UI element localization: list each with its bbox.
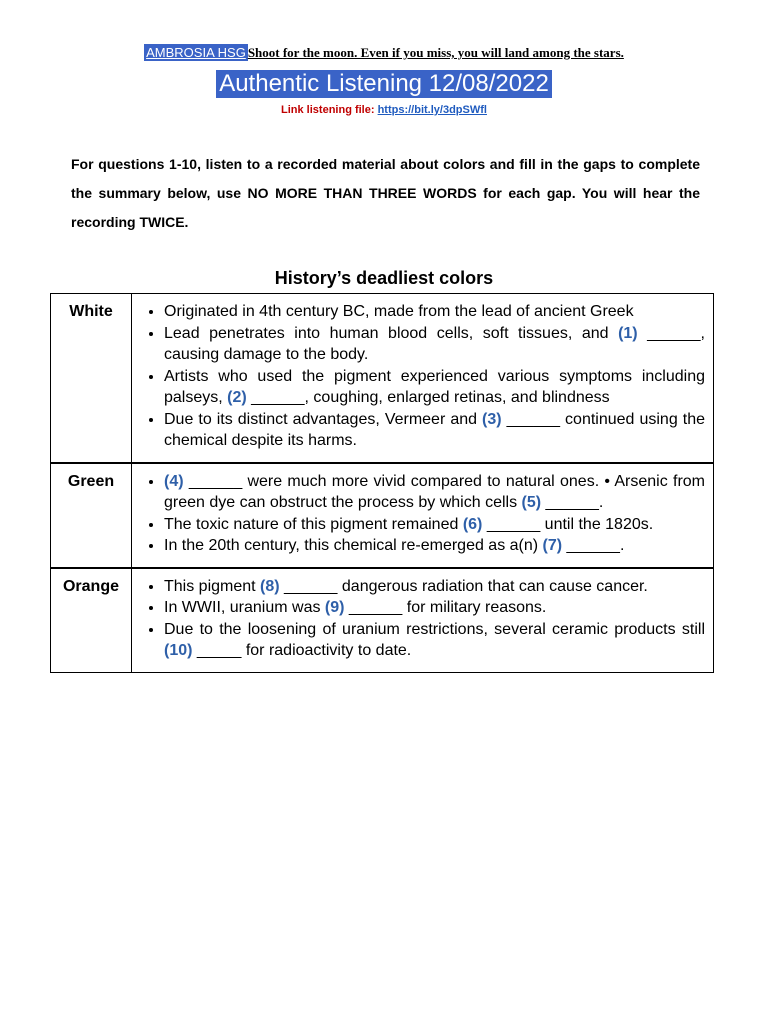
- gap-number: (6): [462, 515, 483, 533]
- bullet-text: This pigment: [164, 577, 261, 595]
- header-line: [0, 45, 768, 61]
- brand-label[interactable]: AMBROSIA HSG: [146, 45, 246, 60]
- bullet-text: In WWII, uranium was: [164, 599, 325, 616]
- title-wrap: [0, 70, 768, 98]
- bullet-text: Due to the loosening of uranium restrictions, several ceramic products still: [164, 620, 705, 638]
- bullet-text: ______.: [562, 537, 625, 554]
- gap-number: (7): [542, 537, 563, 554]
- table-row: [51, 463, 714, 568]
- instructions: For questions 1-10, listen to a recorded material about colors and fill in the gaps to complete the summary below, use NO MORE THAN THREE WORDS for each gap. You will hear the recording TWICE.: [71, 156, 700, 230]
- bullet-list: [142, 471, 705, 557]
- gap-number: (9): [324, 599, 345, 616]
- table-row: [51, 294, 714, 463]
- page-title: Authentic Listening 12/08/2022: [216, 70, 552, 98]
- list-item: [164, 301, 705, 323]
- motto-text: Shoot for the moon. Even if you miss, you will land among the stars.: [247, 45, 624, 60]
- list-item: [164, 576, 705, 598]
- list-item: [164, 323, 705, 366]
- bullet-text: Lead penetrates into human blood cells, soft tissues, and: [164, 324, 619, 342]
- bullet-list: [142, 576, 705, 662]
- bullet-text: In the 20th century, this chemical re-emerged as a(n): [164, 537, 543, 554]
- bullet-text: ______ continued using the chemical despite its harms.: [164, 410, 705, 449]
- bullet-text: ______ dangerous radiation that can cause cancer.: [279, 577, 648, 595]
- bullet-text: ______ until the 1820s.: [482, 515, 654, 533]
- bullet-text: Originated in 4th century BC, made from the lead of ancient Greek: [164, 303, 634, 320]
- table-title: History’s deadliest colors: [274, 268, 494, 288]
- color-name-green: Green: [51, 463, 132, 568]
- gap-number: (4): [164, 472, 184, 490]
- color-body-orange: [132, 568, 714, 673]
- bullet-text: ______ for military reasons.: [344, 599, 547, 616]
- color-body-green: [132, 463, 714, 568]
- gap-number: (2): [227, 389, 247, 406]
- list-item: [164, 366, 705, 409]
- color-name-orange: Orange: [51, 568, 132, 673]
- list-item: [164, 597, 705, 619]
- gap-number: (1): [618, 324, 638, 342]
- bullet-list: [142, 301, 705, 452]
- list-item: [164, 619, 705, 662]
- bullet-text: _____ for radioactivity to date.: [192, 642, 412, 659]
- bullet-text: ______.: [541, 494, 604, 511]
- colors-table: [50, 293, 714, 673]
- list-item: [164, 471, 705, 514]
- color-body-white: [132, 294, 714, 463]
- color-name-white: White: [51, 294, 132, 463]
- gap-number: (8): [260, 577, 280, 595]
- bullet-text: ______, coughing, enlarged retinas, and blindness: [246, 389, 610, 406]
- link-line: [0, 104, 768, 116]
- gap-number: (10): [164, 642, 193, 659]
- bullet-text: ______ were much more vivid compared to natural ones. • Arsenic from green dye can obstruct the process by which cells: [164, 472, 705, 511]
- bullet-text: The toxic nature of this pigment remained: [164, 515, 463, 533]
- listening-file-link[interactable]: https://bit.ly/3dpSWfl: [377, 104, 487, 116]
- bullet-text: Artists who used the pigment experienced various symptoms including palseys,: [164, 367, 705, 406]
- bullet-text: ______, causing damage to the body.: [164, 324, 705, 363]
- table-row: [51, 568, 714, 673]
- list-item: [164, 409, 705, 452]
- bullet-text: Due to its distinct advantages, Vermeer and: [164, 410, 483, 428]
- list-item: [164, 535, 705, 557]
- link-label: Link listening file:: [281, 104, 378, 116]
- gap-number: (5): [521, 494, 542, 511]
- gap-number: (3): [482, 410, 502, 428]
- list-item: [164, 514, 705, 536]
